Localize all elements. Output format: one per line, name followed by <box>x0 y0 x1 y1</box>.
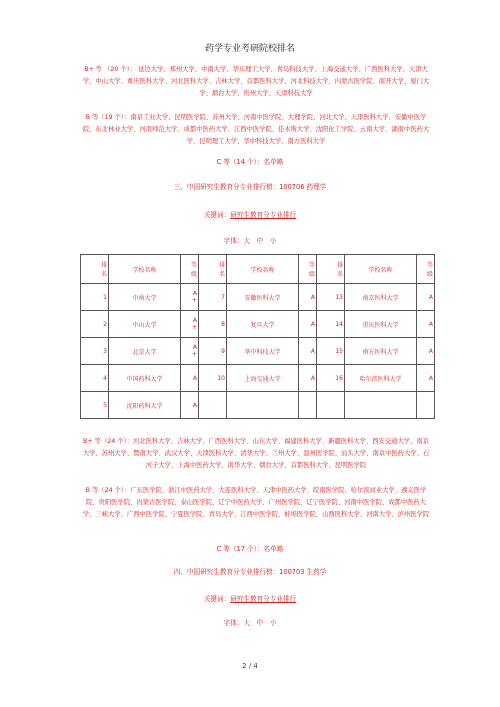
s3-keyword-line <box>0 209 500 219</box>
rank-cell: 14 <box>317 311 345 338</box>
keyword-label: 关键词： <box>203 211 231 219</box>
school-cell: 南方医科大学 <box>345 338 417 365</box>
ranking-table <box>80 254 435 419</box>
s2-c-line: C 等（14 个）：名单略 <box>216 158 284 166</box>
school-cell <box>345 392 417 419</box>
rank-cell: 15 <box>317 338 345 365</box>
keyword-label: 关键词： <box>203 595 231 603</box>
level-cell: A <box>299 338 317 365</box>
school-cell <box>227 392 299 419</box>
table-row <box>81 365 435 392</box>
rank-cell: 5 <box>81 392 109 419</box>
rank-cell: 9 <box>199 338 227 365</box>
page-number: 2 / 4 <box>242 662 258 670</box>
school-cell: 沈阳药科大学 <box>109 392 181 419</box>
level-cell: A <box>181 365 199 392</box>
header-name: 学校名称 <box>109 255 181 284</box>
s3-c-line: C 等（17 个）：名单略 <box>216 545 284 553</box>
keyword-link[interactable]: 研究生教育分专业排行 <box>230 595 297 603</box>
rank-cell <box>317 392 345 419</box>
level-cell: A <box>417 338 435 365</box>
level-cell: A + <box>181 284 199 311</box>
rank-cell: 3 <box>81 338 109 365</box>
rank-cell <box>199 392 227 419</box>
rank-cell: 1 <box>81 284 109 311</box>
rank-cell: 2 <box>81 311 109 338</box>
header-level: 等 级 <box>417 255 435 284</box>
school-cell: 上海交通大学 <box>227 365 299 392</box>
s3-font-size-line: 字体：大 中 小 <box>223 237 277 245</box>
s4-heading: 四、中国研究生教育分专业排行榜：100703 生药学 <box>173 568 327 576</box>
level-cell: A + <box>181 311 199 338</box>
header-name: 学校名称 <box>345 255 417 284</box>
rank-cell: 7 <box>199 284 227 311</box>
table-row <box>81 338 435 365</box>
school-cell: 重庆医科大学 <box>345 311 417 338</box>
s3-bplus-paragraph: B+ 等（24 个）：河北医科大学、吉林大学、广西医科大学、山东大学、福建医科大学、新疆医科大学、西安交通大学、南京大学、苏州大学、暨南大学、武汉大学、天津医科大学、清华大学、兰州大学、温州医学院、汕头大学、南京中医药大学、石河子大学、上海中医药大学、南华大学、烟台大学、首都医科大学、昆明医学院 <box>82 438 430 469</box>
level-cell: A <box>299 284 317 311</box>
table-row <box>81 284 435 311</box>
s2-bplus-paragraph: B+ 等 （20 个）： 延边大学、郑州大学、中南大学、华东理工大学、青岛科技大学、上海交通大学、广西医科大学、天津大学、中山大学、重庆医科大学、河北医科大学、吉林大学、首都医科大学、河北科技大学、内蒙古医学院、南开大学、厦门大学、烟台大学、贵州大学、天津科技大学 <box>82 66 430 97</box>
header-level: 等 级 <box>181 255 199 284</box>
school-cell: 南京医科大学 <box>345 284 417 311</box>
level-cell: A <box>417 311 435 338</box>
header-rank: 排 名 <box>81 255 109 284</box>
school-cell: 安徽医科大学 <box>227 284 299 311</box>
school-cell: 华中科技大学 <box>227 338 299 365</box>
keyword-link[interactable]: 研究生教育分专业排行 <box>230 211 297 219</box>
s3-b-paragraph: B 等（24 个）：广东医学院、浙江中医药大学、大连医科大学、天津中医药大学、皖南医学院、哈尔滨商业大学、遵义医学院、贵阳医学院、内蒙古医学院、泰山医学院、辽宁中医药大学、广州医学院、辽宁医学院、河南中医学院、成都中医药大学、三峡大学、广西中医学院、宁夏医学院、青岛大学、江西中医学院、蚌埠医学院、山西医科大学、河南大学、泸州医学院 <box>82 487 430 518</box>
header-rank: 排 名 <box>317 255 345 284</box>
level-cell: A + <box>181 338 199 365</box>
level-cell: A <box>299 311 317 338</box>
level-cell <box>299 392 317 419</box>
table-row <box>81 392 435 419</box>
page-title: 药学专业考研院校排名 <box>204 44 295 54</box>
s3-heading: 三、中国研究生教育分专业排行榜：100706 药理学 <box>173 183 327 191</box>
level-cell: A <box>299 365 317 392</box>
rank-cell: 13 <box>317 284 345 311</box>
rank-cell: 16 <box>317 365 345 392</box>
school-cell: 中山大学 <box>109 311 181 338</box>
rank-cell: 8 <box>199 311 227 338</box>
rank-cell: 10 <box>199 365 227 392</box>
s4-font-size-line: 字体：大 中 小 <box>223 619 277 627</box>
header-name: 学校名称 <box>227 255 299 284</box>
s2-b-paragraph: B 等（19 个）：南京工业大学、昆明医学院、苏州大学、河南中医学院、大理学院、河北大学、天津医科大学、安徽中医学院、东北林业大学、河南师范大学、成都中医药大学、江西中医学院、佳木斯大学、沈阳化工学院、云南大学、湖南中医药大学、昆明理工大学、华中科技大学、南方医科大学 <box>82 114 430 145</box>
school-cell: 哈尔滨医科大学 <box>345 365 417 392</box>
school-cell: 中国药科大学 <box>109 365 181 392</box>
header-level: 等 级 <box>299 255 317 284</box>
school-cell: 复旦大学 <box>227 311 299 338</box>
rank-cell: 4 <box>81 365 109 392</box>
level-cell <box>417 392 435 419</box>
level-cell: A <box>181 392 199 419</box>
table-row <box>81 311 435 338</box>
table-header <box>81 255 435 284</box>
level-cell: A <box>417 284 435 311</box>
level-cell: A <box>417 365 435 392</box>
s4-keyword-line <box>0 593 500 603</box>
header-rank: 排 名 <box>199 255 227 284</box>
school-cell: 北京大学 <box>109 338 181 365</box>
school-cell: 中南大学 <box>109 284 181 311</box>
